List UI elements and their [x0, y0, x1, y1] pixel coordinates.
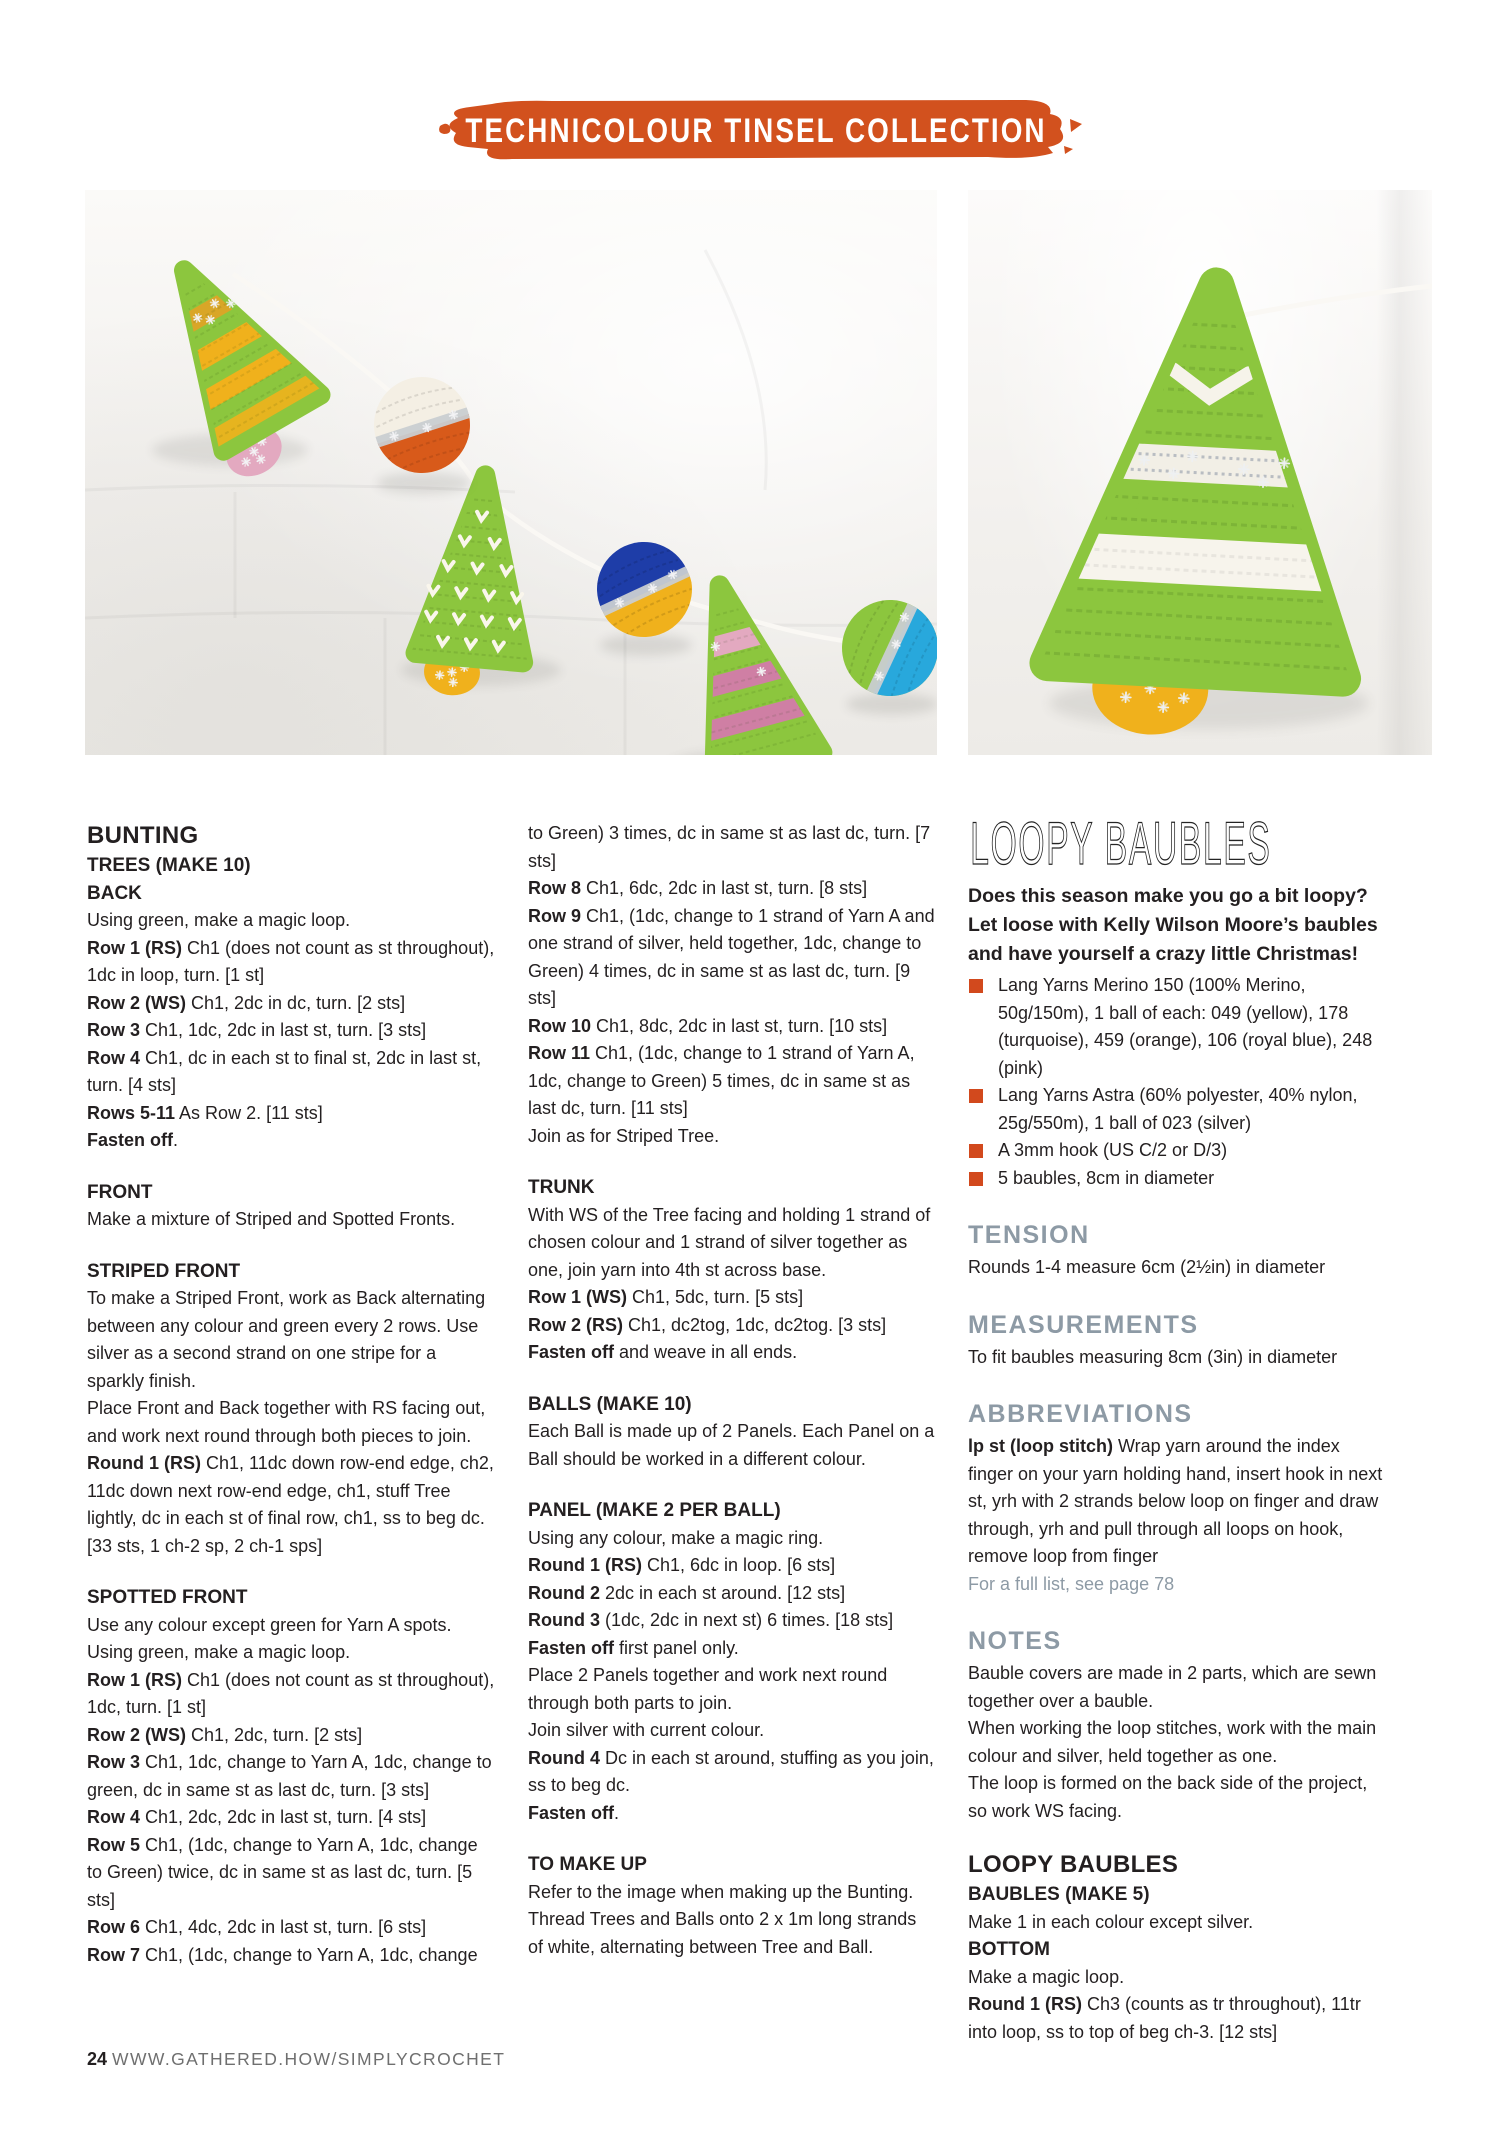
- pattern-text: Round 3 (1dc, 2dc in next st) 6 times. [18 sts]: [528, 1610, 894, 1630]
- pattern-text: Make a magic loop.: [968, 1966, 1125, 1987]
- pattern-text: Row 9 Ch1, (1dc, change to 1 strand of Yarn A and one strand of silver, held together, 1dc, change to Green) 4 times, dc in same st as last dc, turn. [9 sts]: [528, 905, 935, 1008]
- pattern-text: With WS of the Tree facing and holding 1 strand of chosen colour and 1 strand of silver together as one, join yarn into 4th st across base.: [528, 1204, 931, 1280]
- section-gap: [528, 1473, 936, 1497]
- sub-heading: FRONT: [87, 1181, 153, 1203]
- pattern-text: Round 1 (RS) Ch3 (counts as tr throughout), 11tr into loop, ss to top of beg ch-3. [12 sts]: [968, 1994, 1361, 2042]
- pattern-text: Row 3 Ch1, 1dc, 2dc in last st, turn. [3 sts]: [87, 1020, 427, 1040]
- pattern-text: Fasten off and weave in all ends.: [528, 1342, 798, 1362]
- bauble-blue-yellow: [582, 527, 709, 656]
- pattern-text: Row 1 (WS) Ch1, 5dc, turn. [5 sts]: [528, 1287, 804, 1307]
- pattern-text: Make a mixture of Striped and Spotted Fronts.: [87, 1209, 456, 1229]
- page-footer: [87, 2049, 505, 2070]
- materials-item: [968, 1165, 1388, 1193]
- section-gap: [968, 1282, 1388, 1306]
- pattern-text: to Green) 3 times, dc in same st as last dc, turn. [7 sts]: [528, 823, 931, 871]
- section-heading: BUNTING: [87, 822, 199, 849]
- bullet-square-icon: [969, 1172, 983, 1186]
- info-heading: TENSION: [968, 1221, 1090, 1249]
- pattern-text: Using any colour, make a magic ring.: [528, 1527, 824, 1548]
- pattern-text: Row 10 Ch1, 8dc, 2dc in last st, turn. [10 sts]: [528, 1015, 888, 1036]
- section-gap: [968, 1371, 1388, 1395]
- pattern-text: Row 6 Ch1, 4dc, 2dc in last st, turn. [6 sts]: [87, 1917, 427, 1937]
- sub-heading: TO MAKE UP: [528, 1854, 647, 1875]
- section-heading: LOOPY BAUBLES: [968, 1851, 1179, 1878]
- pattern-column-1: [87, 820, 495, 1969]
- pattern-column-3: [968, 816, 1388, 2046]
- script-title: [968, 816, 1388, 876]
- pattern-text: Row 2 (WS) Ch1, 2dc, turn. [2 sts]: [87, 1724, 363, 1745]
- bullet-square-icon: [969, 1089, 983, 1103]
- sub-heading: PANEL (MAKE 2 PER BALL): [528, 1500, 781, 1521]
- section-gap: [87, 1560, 495, 1584]
- sub-heading: BOTTOM: [968, 1939, 1050, 1960]
- pattern-text: Fasten off first panel only.: [528, 1637, 739, 1658]
- pattern-text: Round 2 2dc in each st around. [12 sts]: [528, 1582, 846, 1603]
- materials-item: [968, 972, 1388, 1082]
- section-gap: [528, 1827, 936, 1851]
- pattern-text: Round 1 (RS) Ch1, 6dc in loop. [6 sts]: [528, 1555, 836, 1575]
- materials-item-text: 5 baubles, 8cm in diameter: [998, 1167, 1215, 1188]
- pattern-text: Row 4 Ch1, 2dc, 2dc in last st, turn. [4 sts]: [87, 1807, 427, 1827]
- pattern-text: lp st (loop stitch) Wrap yarn around the index finger on your yarn holding hand, insert hook in next st, yrh with 2 strands below loop on finger and draw through, yrh and pull through all loops on hook, remove loop from finger: [968, 1436, 1383, 1566]
- pattern-column-2: [528, 820, 936, 1961]
- pattern-text: Using green, make a magic loop.: [87, 1642, 351, 1662]
- script-title-text: LOOPY BAUBLES: [970, 816, 1272, 876]
- pattern-text: Bauble covers are made in 2 parts, which are sewn together over a bauble.: [968, 1663, 1377, 1711]
- pattern-text: Row 7 Ch1, (1dc, change to Yarn A, 1dc, change: [87, 1944, 478, 1965]
- page-number: 24: [87, 2049, 108, 2069]
- info-heading: ABBREVIATIONS: [968, 1400, 1193, 1428]
- pattern-text: Row 4 Ch1, dc in each st to final st, 2dc in last st, turn. [4 sts]: [87, 1047, 482, 1095]
- info-heading: MEASUREMENTS: [968, 1310, 1199, 1339]
- pattern-text: Row 8 Ch1, 6dc, 2dc in last st, turn. [8 sts]: [528, 878, 868, 898]
- sub-heading: BACK: [87, 882, 142, 904]
- pattern-text: Row 1 (RS) Ch1 (does not count as st throughout), 1dc, turn. [1 st]: [87, 1669, 495, 1717]
- section-gap: [87, 1234, 495, 1258]
- materials-item: [968, 1137, 1388, 1165]
- sub-heading: BAUBLES (MAKE 5): [968, 1884, 1150, 1905]
- pattern-text: Row 5 Ch1, (1dc, change to Yarn A, 1dc, change to Green) twice, dc in same st as last dc, turn. [5 sts]: [87, 1834, 478, 1910]
- section-gap: [968, 1192, 1388, 1216]
- pattern-text: Make 1 in each colour except silver.: [968, 1911, 1254, 1932]
- section-gap: [528, 1150, 936, 1174]
- pattern-text: Fasten off.: [528, 1802, 620, 1823]
- pattern-text: To make a Striped Front, work as Back alternating between any colour and green every 2 rows. Use silver as a second strand on one stripe for a sparkly finish.: [87, 1288, 486, 1391]
- bullet-square-icon: [969, 1144, 983, 1158]
- pattern-text: Rows 5-11 As Row 2. [11 sts]: [87, 1102, 323, 1123]
- pattern-text: When working the loop stitches, work with the main colour and silver, held together as one.: [968, 1718, 1377, 1766]
- spotted-tree: [401, 470, 561, 701]
- section-gap: [968, 1825, 1388, 1849]
- pattern-text: Row 11 Ch1, (1dc, change to 1 strand of Yarn A, 1dc, change to Green) 5 times, dc in same st as last dc, turn. [11 sts]: [528, 1043, 915, 1118]
- photo-bunting: [85, 190, 937, 755]
- sub-heading: SPOTTED FRONT: [87, 1587, 248, 1608]
- pattern-text: Round 1 (RS) Ch1, 11dc down row-end edge, ch2, 11dc down next row-end edge, ch1, stuff Tree lightly, dc in each st of final row, ch1, ss to beg dc. [33 sts, 1 ch-2 sp, 2 ch-1 sps]: [87, 1453, 494, 1556]
- striped-tree-yellow: [123, 235, 352, 491]
- intro-text: Does this season make you go a bit loopy? Let loose with Kelly Wilson Moore’s baubles and have yourself a crazy little Christmas!: [968, 885, 1378, 965]
- photo-tree-closeup: [968, 190, 1432, 755]
- pattern-text: Join as for Striped Tree.: [528, 1125, 720, 1146]
- pattern-text: Place 2 Panels together and work next round through both parts to join.: [528, 1665, 888, 1713]
- section-gap: [87, 1155, 495, 1179]
- materials-item-text: Lang Yarns Merino 150 (100% Merino, 50g/150m), 1 ball of each: 049 (yellow), 178 (turquoise), 459 (orange), 106 (royal blue), 248 (pink): [998, 975, 1373, 1078]
- pattern-text: Each Ball is made up of 2 Panels. Each Panel on a Ball should be worked in a different colour.: [528, 1421, 935, 1469]
- pattern-text: Row 1 (RS) Ch1 (does not count as st throughout), 1dc in loop, turn. [1 st]: [87, 937, 495, 985]
- sub-heading: STRIPED FRONT: [87, 1260, 241, 1282]
- pattern-text: Use any colour except green for Yarn A spots.: [87, 1614, 452, 1635]
- pattern-text: Row 2 (WS) Ch1, 2dc in dc, turn. [2 sts]: [87, 992, 406, 1013]
- pattern-text: Row 2 (RS) Ch1, dc2tog, 1dc, dc2tog. [3 sts]: [528, 1314, 887, 1335]
- materials-item: [968, 1082, 1388, 1137]
- pattern-text: Refer to the image when making up the Bunting. Thread Trees and Balls onto 2 x 1m long strands of white, alternating between Tree and Ball.: [528, 1881, 917, 1957]
- see-also-text: For a full list, see page 78: [968, 1573, 1175, 1594]
- materials-item-text: Lang Yarns Astra (60% polyester, 40% nylon, 25g/550m), 1 ball of 023 (silver): [998, 1085, 1358, 1133]
- section-gap: [968, 1598, 1388, 1622]
- pattern-text: Place Front and Back together with RS facing out, and work next round through both pieces to join.: [87, 1398, 486, 1446]
- banner-title: TECHNICOLOUR TINSEL COLLECTION: [465, 111, 1047, 150]
- sub-heading: TRUNK: [528, 1177, 595, 1198]
- pattern-text: Join silver with current colour.: [528, 1720, 765, 1740]
- info-heading: NOTES: [968, 1627, 1062, 1655]
- footer-site-url: WWW.GATHERED.HOW/SIMPLYCROCHET: [112, 2049, 506, 2069]
- pattern-text: Fasten off.: [87, 1130, 179, 1150]
- sub-heading: BALLS (MAKE 10): [528, 1393, 692, 1415]
- pattern-text: To fit baubles measuring 8cm (3in) in diameter: [968, 1346, 1338, 1367]
- striped-tree-closeup: [1020, 276, 1383, 745]
- section-banner: [428, 94, 1088, 170]
- pattern-text: The loop is formed on the back side of the project, so work WS facing.: [968, 1773, 1368, 1821]
- pattern-text: Rounds 1-4 measure 6cm (2½in) in diameter: [968, 1257, 1326, 1277]
- sub-heading: TREES (MAKE 10): [87, 855, 251, 876]
- bunting-string: [233, 274, 937, 654]
- section-gap: [528, 1367, 936, 1391]
- pattern-text: Row 3 Ch1, 1dc, change to Yarn A, 1dc, change to green, dc in same st as last dc, turn. [3 sts]: [87, 1752, 492, 1800]
- pattern-text: Round 4 Dc in each st around, stuffing as you join, ss to beg dc.: [528, 1747, 934, 1795]
- pattern-text: Using green, make a magic loop.: [87, 910, 351, 930]
- bauble-green-blue: [826, 584, 937, 715]
- materials-item-text: A 3mm hook (US C/2 or D/3): [998, 1140, 1228, 1160]
- bullet-square-icon: [969, 979, 983, 993]
